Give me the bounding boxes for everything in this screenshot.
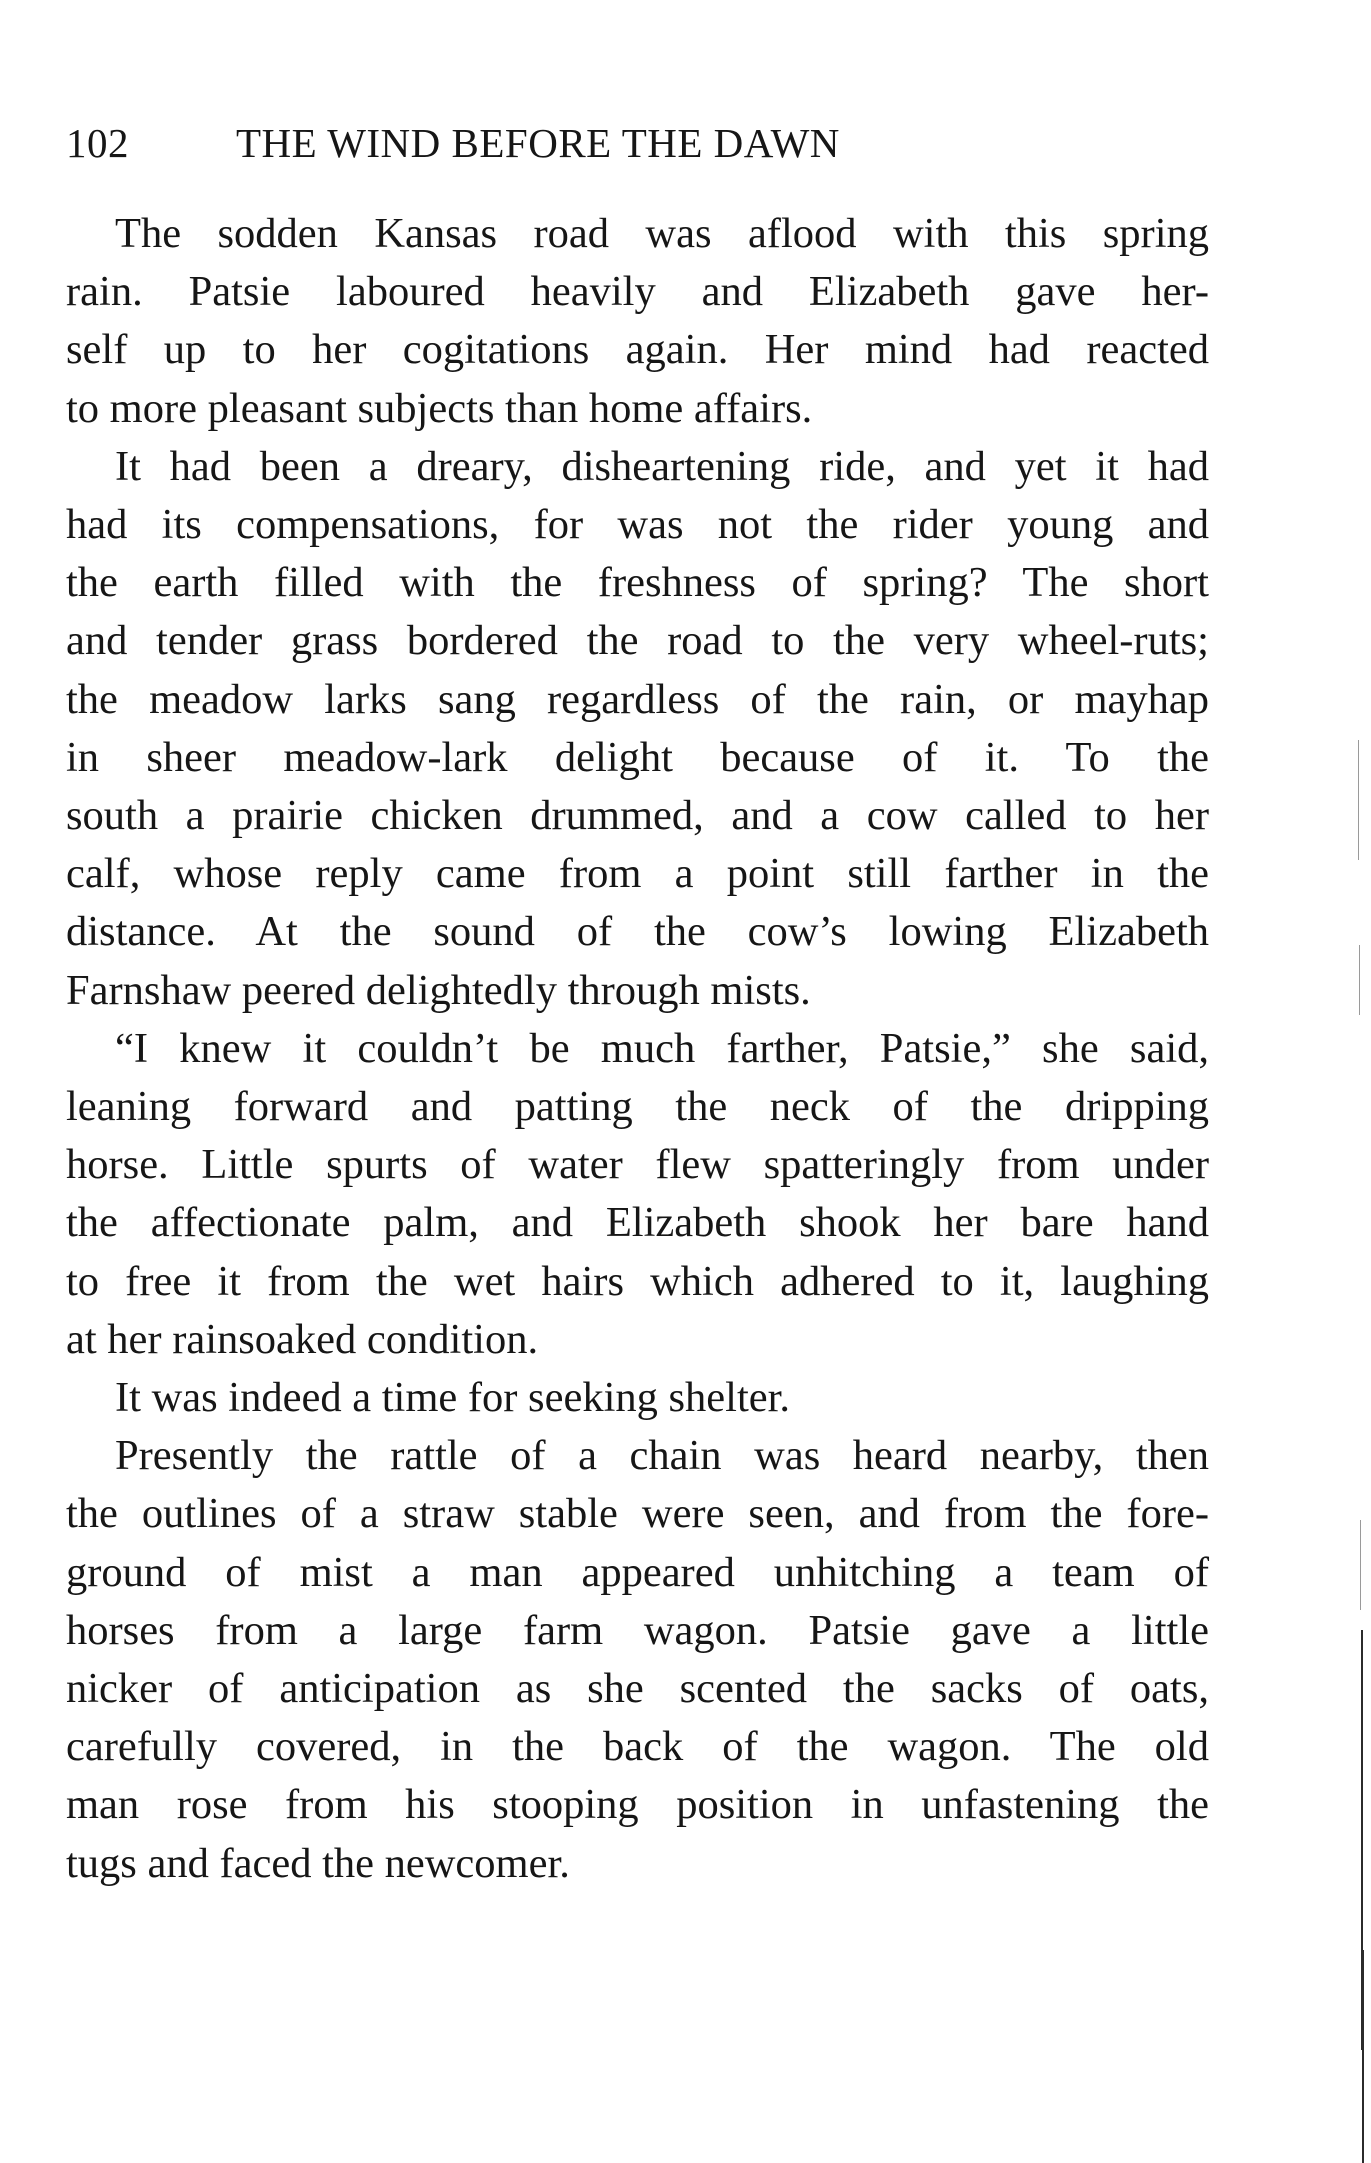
page-number: 102 [66,120,129,166]
text-line: calf, whose reply came from a point still farther in the [66,850,1209,898]
text-line: and tender grass bordered the road to the very wheel-ruts; [66,617,1209,665]
page-edge-mark [1358,740,1359,860]
running-head [66,118,1216,168]
page-edge-mark [1360,1520,1361,1610]
text-line: to more pleasant subjects than home affairs. [66,384,813,432]
book-title: THE WIND BEFORE THE DAWN [236,120,840,166]
text-line: man rose from his stooping position in unfastening the [66,1781,1209,1829]
text-line: at her rainsoaked condition. [66,1315,539,1363]
text-line: horses from a large farm wagon. Patsie gave a little [66,1606,1209,1654]
text-line: had its compensations, for was not the rider young and [66,501,1209,549]
text-line: Presently the rattle of a chain was heard nearby, then [115,1432,1209,1480]
text-line: to free it from the wet hairs which adhered to it, laughing [66,1257,1209,1305]
text-line: carefully covered, in the back of the wagon. The old [66,1723,1209,1771]
text-line: Farnshaw peered delightedly through mists. [66,966,811,1014]
text-line: south a prairie chicken drummed, and a cow called to her [66,792,1209,840]
page-edge-mark [1362,1950,1364,2163]
paragraph [66,438,1209,1020]
body-text [66,205,1209,1893]
text-line: in sheer meadow-lark delight because of it. To the [66,733,1209,781]
text-line: distance. At the sound of the cow’s lowing Elizabeth [66,908,1209,956]
text-line: the outlines of a straw stable were seen, and from the fore- [66,1490,1209,1538]
paragraph [66,205,1209,438]
text-line: the meadow larks sang regardless of the rain, or mayhap [66,675,1209,723]
page-edge-mark [1359,945,1360,1015]
text-line: tugs and faced the newcomer. [66,1839,570,1887]
text-line: nicker of anticipation as she scented the sacks of oats, [66,1665,1209,1713]
text-line: It was indeed a time for seeking shelter. [115,1374,791,1422]
text-line: leaning forward and patting the neck of the dripping [66,1083,1209,1131]
paragraph [66,1020,1209,1369]
paragraph [66,1369,1209,1427]
text-line: the affectionate palm, and Elizabeth shook her bare hand [66,1199,1209,1247]
paragraph [66,1427,1209,1893]
text-line: the earth filled with the freshness of spring? The short [66,559,1209,607]
text-line: ground of mist a man appeared unhitching a team of [66,1548,1209,1596]
text-line: horse. Little spurts of water flew spatteringly from under [66,1141,1209,1189]
text-line: rain. Patsie laboured heavily and Elizabeth gave her- [66,268,1209,316]
text-line: “I knew it couldn’t be much farther, Patsie,” she said, [115,1024,1209,1072]
text-line: It had been a dreary, disheartening ride, and yet it had [115,442,1209,490]
text-line: The sodden Kansas road was aflood with this spring [115,210,1209,257]
text-line: self up to her cogitations again. Her mind had reacted [66,326,1209,374]
